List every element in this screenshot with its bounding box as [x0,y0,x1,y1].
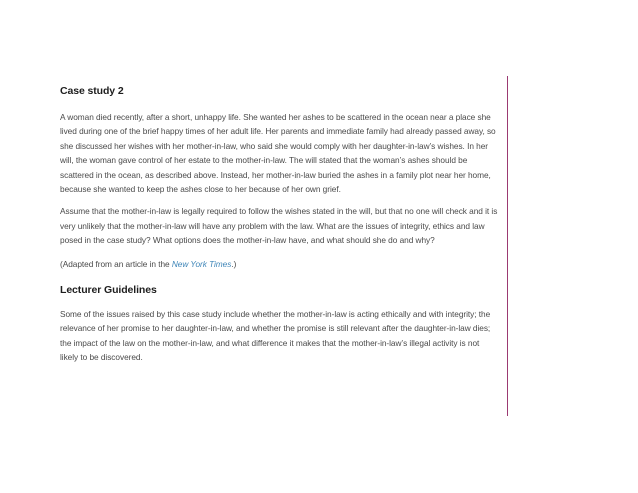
source-prefix: (Adapted from an article in the [60,258,172,269]
source-attribution [60,257,498,271]
case-study-paragraph: A woman died recently, after a short, unhappy life. She wanted her ashes to be scattered in the ocean near a place she lived during one of the brief happy times of her adult life. Her parents and immediate family had already passed away, so she discussed her wishes with her mother-in-law, who said she would comply with her daughter-in-law’s wishes. In her will, the woman gave control of her estate to the mother-in-law. The will stated that the woman’s ashes should be scattered in the ocean, as described above. Instead, her mother-in-law buried the ashes in a family plot near her home, because she wanted to keep the ashes close to her because of her own grief. [60,112,496,195]
lecturer-guidelines-heading: Lecturer Guidelines [60,284,157,297]
document-content [60,84,498,365]
source-link[interactable]: New York Times [171,258,232,269]
right-border-rule [507,76,508,416]
case-study-heading: Case study 2 [60,85,124,97]
source-suffix: .) [231,258,237,269]
lecturer-guidelines-paragraph: Some of the issues raised by this case study include whether the mother-in-law is acting ethically and with integrity; the relevance of her promise to her daughter-in-law, and whether the promise is still relevant after the daughter-in-law dies; the impact of the law on the mother-in-law, and what difference it makes that the mother-in-law’s illegal activity is not likely to be discovered. [60,309,491,363]
case-study-question-paragraph: Assume that the mother-in-law is legally required to follow the wishes stated in the will, but that no one will check and it is very unlikely that the mother-in-law will have any problem with the law. What are the issues of integrity, ethics and law posed in the case study? What options does the mother-in-law have, and what should she do and why? [60,206,498,246]
